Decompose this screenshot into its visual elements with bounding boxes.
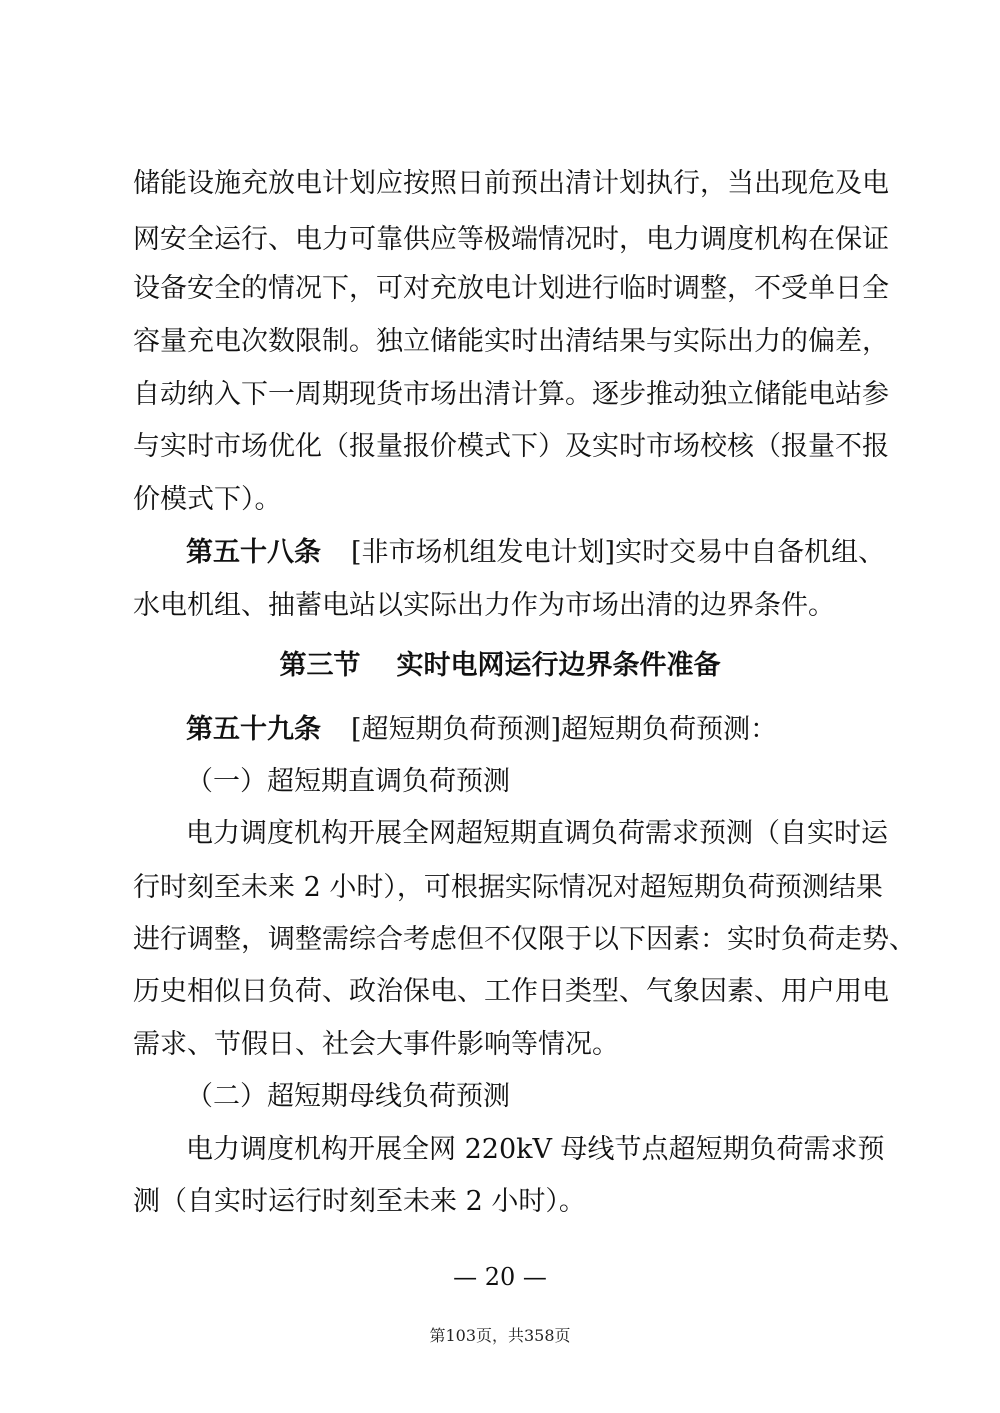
page-footer: 第103页，共358页 bbox=[429, 1326, 571, 1345]
subsection-2-line: 电力调度机构开展全网 220kV 母线节点超短期负荷需求预 bbox=[186, 1134, 885, 1165]
subsection-1-line: 历史相似日负荷、政治保电、工作日类型、气象因素、用户用电 bbox=[133, 976, 889, 1007]
paragraph-line: 价模式下）。 bbox=[133, 484, 282, 515]
section-heading bbox=[0, 648, 1000, 684]
subsection-1-title: （一）超短期直调负荷预测 bbox=[186, 766, 510, 797]
article-58-body: [非市场机组发电计划]实时交易中自备机组、 bbox=[351, 537, 886, 568]
paragraph-line: 自动纳入下一周期现货市场出清计算。逐步推动独立储能电站参 bbox=[133, 379, 889, 410]
paragraph-line: 网安全运行、电力可靠供应等极端情况时，电力调度机构在保证 bbox=[133, 224, 889, 255]
paragraph-line: 与实时市场优化（报量报价模式下）及实时市场校核（报量不报 bbox=[133, 431, 889, 462]
subsection-1-line: 电力调度机构开展全网超短期直调负荷需求预测（自实时运 bbox=[186, 818, 888, 849]
section-number: 第三节 bbox=[279, 650, 361, 681]
subsection-1-line: 需求、节假日、社会大事件影响等情况。 bbox=[133, 1029, 619, 1060]
article-59-line bbox=[186, 712, 875, 748]
article-59-number: 第五十九条 bbox=[186, 714, 321, 745]
paragraph-line: 储能设施充放电计划应按照日前预出清计划执行，当出现危及电 bbox=[133, 168, 889, 199]
subsection-2-title: （二）超短期母线负荷预测 bbox=[186, 1081, 510, 1112]
subsection-1-line: 进行调整，调整需综合考虑但不仅限于以下因素：实时负荷走势、 bbox=[133, 924, 916, 955]
article-58-line-1 bbox=[186, 535, 886, 571]
section-title: 实时电网运行边界条件准备 bbox=[396, 650, 721, 681]
subsection-1-line: 行时刻至未来 2 小时），可根据实际情况对超短期负荷预测结果 bbox=[133, 872, 883, 903]
page-number: — 20 — bbox=[453, 1263, 547, 1291]
paragraph-line: 设备安全的情况下，可对充放电计划进行临时调整，不受单日全 bbox=[133, 273, 889, 304]
article-58-line-2: 水电机组、抽蓄电站以实际出力作为市场出清的边界条件。 bbox=[133, 590, 835, 621]
article-58-number: 第五十八条 bbox=[186, 537, 321, 568]
subsection-2-line: 测（自实时运行时刻至未来 2 小时）。 bbox=[133, 1186, 586, 1217]
article-59-body: [超短期负荷预测]超短期负荷预测： bbox=[351, 714, 778, 745]
paragraph-line: 容量充电次数限制。独立储能实时出清结果与实际出力的偏差， bbox=[133, 326, 889, 357]
